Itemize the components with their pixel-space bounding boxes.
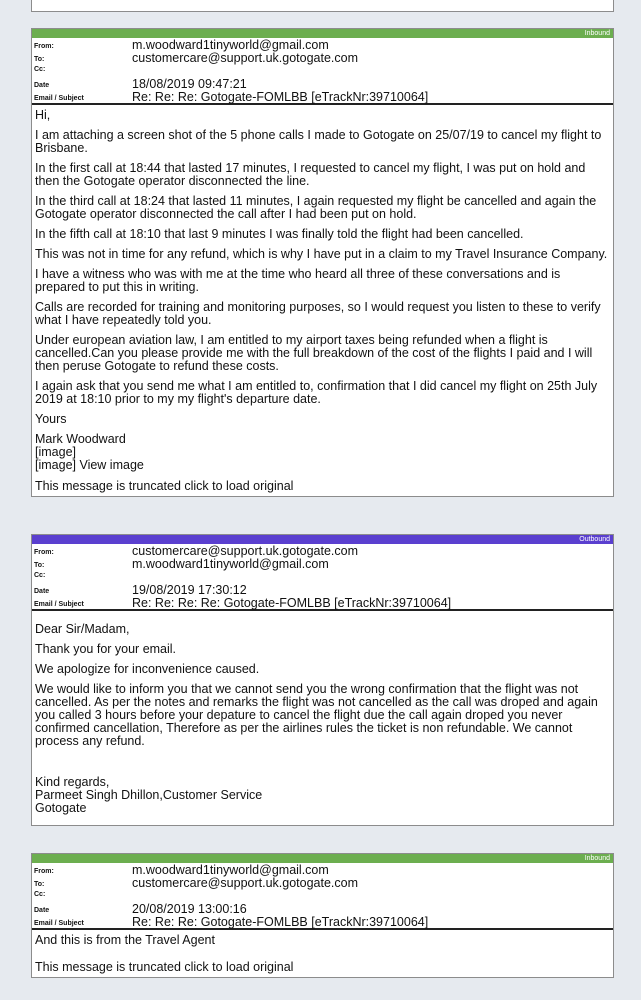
to-label: To:	[34, 881, 45, 888]
subject-row	[32, 915, 613, 928]
date-label: Date	[34, 588, 50, 595]
body-paragraph: Calls are recorded for training and monitoring purposes, so I would request you listen to these to verify what I have repeatedly told you.	[35, 300, 601, 327]
email-body	[32, 105, 613, 496]
from-value: m.woodward1tinyworld@gmail.com	[132, 38, 329, 52]
from-label: From:	[34, 868, 54, 875]
body-paragraph: We apologize for inconvenience caused.	[35, 662, 260, 676]
cc-label: Cc:	[34, 891, 46, 898]
direction-badge: Outbound	[32, 535, 613, 544]
email-card-3	[31, 853, 614, 978]
email-header	[32, 863, 613, 930]
email-body	[32, 930, 613, 977]
cc-label: Cc:	[34, 572, 46, 579]
subject-label: Email / Subject	[34, 601, 84, 608]
signature-image: [image]	[35, 445, 76, 459]
date-row	[32, 580, 613, 596]
subject-value: Re: Re: Re: Re: Gotogate-FOMLBB [eTrackNr:39710064]	[132, 596, 452, 610]
body-paragraph: I again ask that you send me what I am entitled to, confirmation that I did cancel my flight on 25th July 2019 at 18:10 prior to my my flight's departure date.	[35, 379, 598, 406]
signature-line: Gotogate	[35, 801, 87, 815]
from-row	[32, 38, 613, 51]
body-paragraph: We would like to inform you that we cannot send you the wrong confirmation that the flight was not cancelled. As per the notes and remarks the flight was not cancelled as the call was droped and again you called 3 hours before your depature to cancel the flight due the call again droped you never confirmed cancellation, Therefore as per the airlines rules the ticket is non refundable. We cannot process any refund.	[35, 682, 598, 748]
body-paragraph: In the fifth call at 18:10 that last 9 minutes I was finally told the flight had been cancelled.	[35, 227, 524, 241]
signature-name: Mark Woodward	[35, 432, 126, 446]
to-row	[32, 51, 613, 64]
date-label: Date	[34, 82, 50, 89]
body-paragraph: This was not in time for any refund, which is why I have put in a claim to my Travel Insurance Company.	[35, 247, 608, 261]
email-card-2	[31, 534, 614, 826]
cc-row	[32, 64, 613, 74]
email-header	[32, 544, 613, 611]
subject-value: Re: Re: Re: Gotogate-FOMLBB [eTrackNr:39710064]	[132, 90, 429, 104]
subject-row	[32, 596, 613, 609]
from-value: customercare@support.uk.gotogate.com	[132, 544, 358, 558]
to-row	[32, 876, 613, 889]
body-paragraph: I have a witness who was with me at the time who heard all three of these conversations and is prepared to put this in writing.	[35, 267, 561, 294]
to-value: customercare@support.uk.gotogate.com	[132, 51, 358, 65]
subject-label: Email / Subject	[34, 95, 84, 102]
body-paragraph: Dear Sir/Madam,	[35, 622, 130, 636]
to-label: To:	[34, 562, 45, 569]
from-row	[32, 863, 613, 876]
body-paragraph: In the third call at 18:24 that lasted 11 minutes, I again requested my flight be cancelled and again the Gotogate operator disconnected the call after I had been put on hold.	[35, 194, 597, 221]
email-header	[32, 38, 613, 105]
date-row	[32, 899, 613, 915]
cc-row	[32, 570, 613, 580]
email-body	[32, 611, 613, 825]
view-image-link[interactable]: [image] View image	[35, 458, 144, 472]
body-paragraph: And this is from the Travel Agent	[35, 933, 215, 947]
previous-email-card-edge	[31, 0, 614, 12]
email-card-1	[31, 28, 614, 497]
date-value: 19/08/2019 17:30:12	[132, 583, 247, 597]
signature-line: Parmeet Singh Dhillon,Customer Service	[35, 788, 263, 802]
to-label: To:	[34, 56, 45, 63]
from-row	[32, 544, 613, 557]
from-label: From:	[34, 43, 54, 50]
date-value: 20/08/2019 13:00:16	[132, 902, 247, 916]
signature-line: Kind regards,	[35, 775, 110, 789]
from-label: From:	[34, 549, 54, 556]
date-row	[32, 74, 613, 90]
body-paragraph: Yours	[35, 412, 67, 426]
subject-label: Email / Subject	[34, 920, 84, 927]
direction-badge: Inbound	[32, 29, 613, 38]
subject-row	[32, 90, 613, 103]
direction-badge: Inbound	[32, 854, 613, 863]
load-original-link[interactable]: This message is truncated click to load original	[35, 960, 294, 974]
body-paragraph: In the first call at 18:44 that lasted 17 minutes, I requested to cancel my flight, I was put on hold and then the Gotogate operator disconnected the line.	[35, 161, 586, 188]
from-value: m.woodward1tinyworld@gmail.com	[132, 863, 329, 877]
date-value: 18/08/2019 09:47:21	[132, 77, 247, 91]
to-value: customercare@support.uk.gotogate.com	[132, 876, 358, 890]
body-paragraph: I am attaching a screen shot of the 5 phone calls I made to Gotogate on 25/07/19 to cancel my flight to Brisbane.	[35, 128, 602, 155]
to-row	[32, 557, 613, 570]
subject-value: Re: Re: Re: Gotogate-FOMLBB [eTrackNr:39710064]	[132, 915, 429, 929]
cc-label: Cc:	[34, 66, 46, 73]
to-value: m.woodward1tinyworld@gmail.com	[132, 557, 329, 571]
date-label: Date	[34, 907, 50, 914]
body-paragraph: Hi,	[35, 108, 51, 122]
body-paragraph: Thank you for your email.	[35, 642, 177, 656]
cc-row	[32, 889, 613, 899]
body-paragraph: Under european aviation law, I am entitled to my airport taxes being refunded when a flight is cancelled.Can you please provide me with the full breakdown of the cost of the flights I paid and I will then peruse Gotogate to refund these costs.	[35, 333, 593, 373]
load-original-link[interactable]: This message is truncated click to load original	[35, 479, 294, 493]
